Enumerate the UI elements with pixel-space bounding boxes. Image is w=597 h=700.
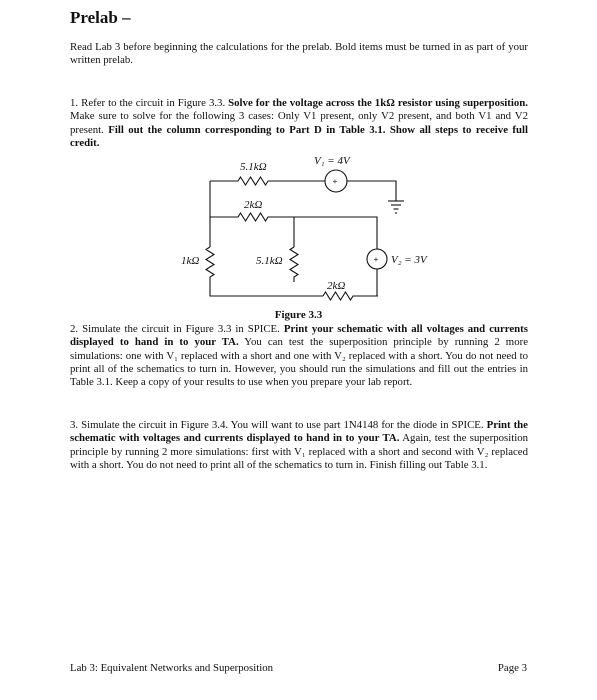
- item-3-paragraph: [70, 419, 528, 472]
- item-2-paragraph: [70, 323, 528, 389]
- v1-plus-icon: +: [332, 177, 338, 186]
- item-3-text-b: Again, test the superposition principle by running 2 more simulations: first with V₁ replaced with a short and second with V₂ replaced with a short. You do not need to print all of the schematics to turn in. Finish filling out Table 3.1.: [70, 432, 528, 471]
- item-2-text-a: 2. Simulate the circuit in Figure 3.3 in SPICE.: [70, 323, 284, 335]
- item-1-text-a: 1. Refer to the circuit in Figure 3.3.: [70, 97, 229, 109]
- circuit-diagram: [0, 148, 597, 310]
- label-r-top: 5.1kΩ: [240, 161, 267, 173]
- item-1-paragraph: [70, 97, 528, 150]
- wire-top-right: [347, 181, 396, 201]
- resistor-bottom-2k: [323, 292, 377, 300]
- footer-left: Lab 3: Equivalent Networks and Superposition: [70, 662, 274, 674]
- label-r-left: 1kΩ: [181, 255, 200, 267]
- intro-paragraph: Read Lab 3 before beginning the calculations for the prelab. Bold items must be turned in as part of your written prelab.: [70, 41, 528, 67]
- page-title: Prelab –: [70, 8, 131, 27]
- label-r-center: 5.1kΩ: [256, 255, 283, 267]
- resistor-center-5k1: [290, 247, 298, 282]
- item-3-bold-a: Print the schematic with voltages and currents displayed to hand in to your TA.: [70, 419, 528, 445]
- label-r-bottom: 2kΩ: [327, 280, 346, 292]
- item-2-text-b: You can test the superposition principle by running 2 more simulations: one with V₁ replaced with a short and one with V₂ replaced with a short. You do not need to print all of the schematics to turn in. However, you should run the simulations and fill out the entries in Table 3.1. Keep a copy of your results to use when you prepare your lab report.: [70, 336, 528, 389]
- item-1-text-b: Make sure to solve for the following 3 cases: Only V1 present, only V2 present, and both V1 and V2 present.: [70, 110, 528, 136]
- footer-page-number: Page 3: [497, 662, 527, 674]
- item-3-text-a: 3. Simulate the circuit in Figure 3.4. You will want to use part 1N4148 for the diode in SPICE.: [70, 419, 487, 431]
- wire-right-upper: [294, 217, 377, 249]
- figure-caption: Figure 3.3: [274, 309, 323, 321]
- label-v2: V₂ = 3V: [391, 254, 427, 266]
- v2-plus-icon: +: [373, 255, 379, 264]
- item-2-bold-a: Print your schematic with all voltages and currents displayed to hand in to your TA.: [70, 323, 528, 349]
- item-1-bold-b: Fill out the column corresponding to Part D in Table 3.1. Show all steps to receive full credit.: [70, 123, 528, 149]
- item-1-bold-a: Solve for the voltage across the 1kΩ resistor using superposition.: [228, 97, 528, 109]
- resistor-top-5k1: [210, 177, 325, 185]
- resistor-mid-2k: [210, 213, 294, 247]
- ground-symbol: [388, 201, 404, 213]
- label-r-mid: 2kΩ: [244, 199, 263, 211]
- label-v1: V₁ = 4V: [314, 155, 350, 167]
- wire-right-lower: [377, 269, 378, 296]
